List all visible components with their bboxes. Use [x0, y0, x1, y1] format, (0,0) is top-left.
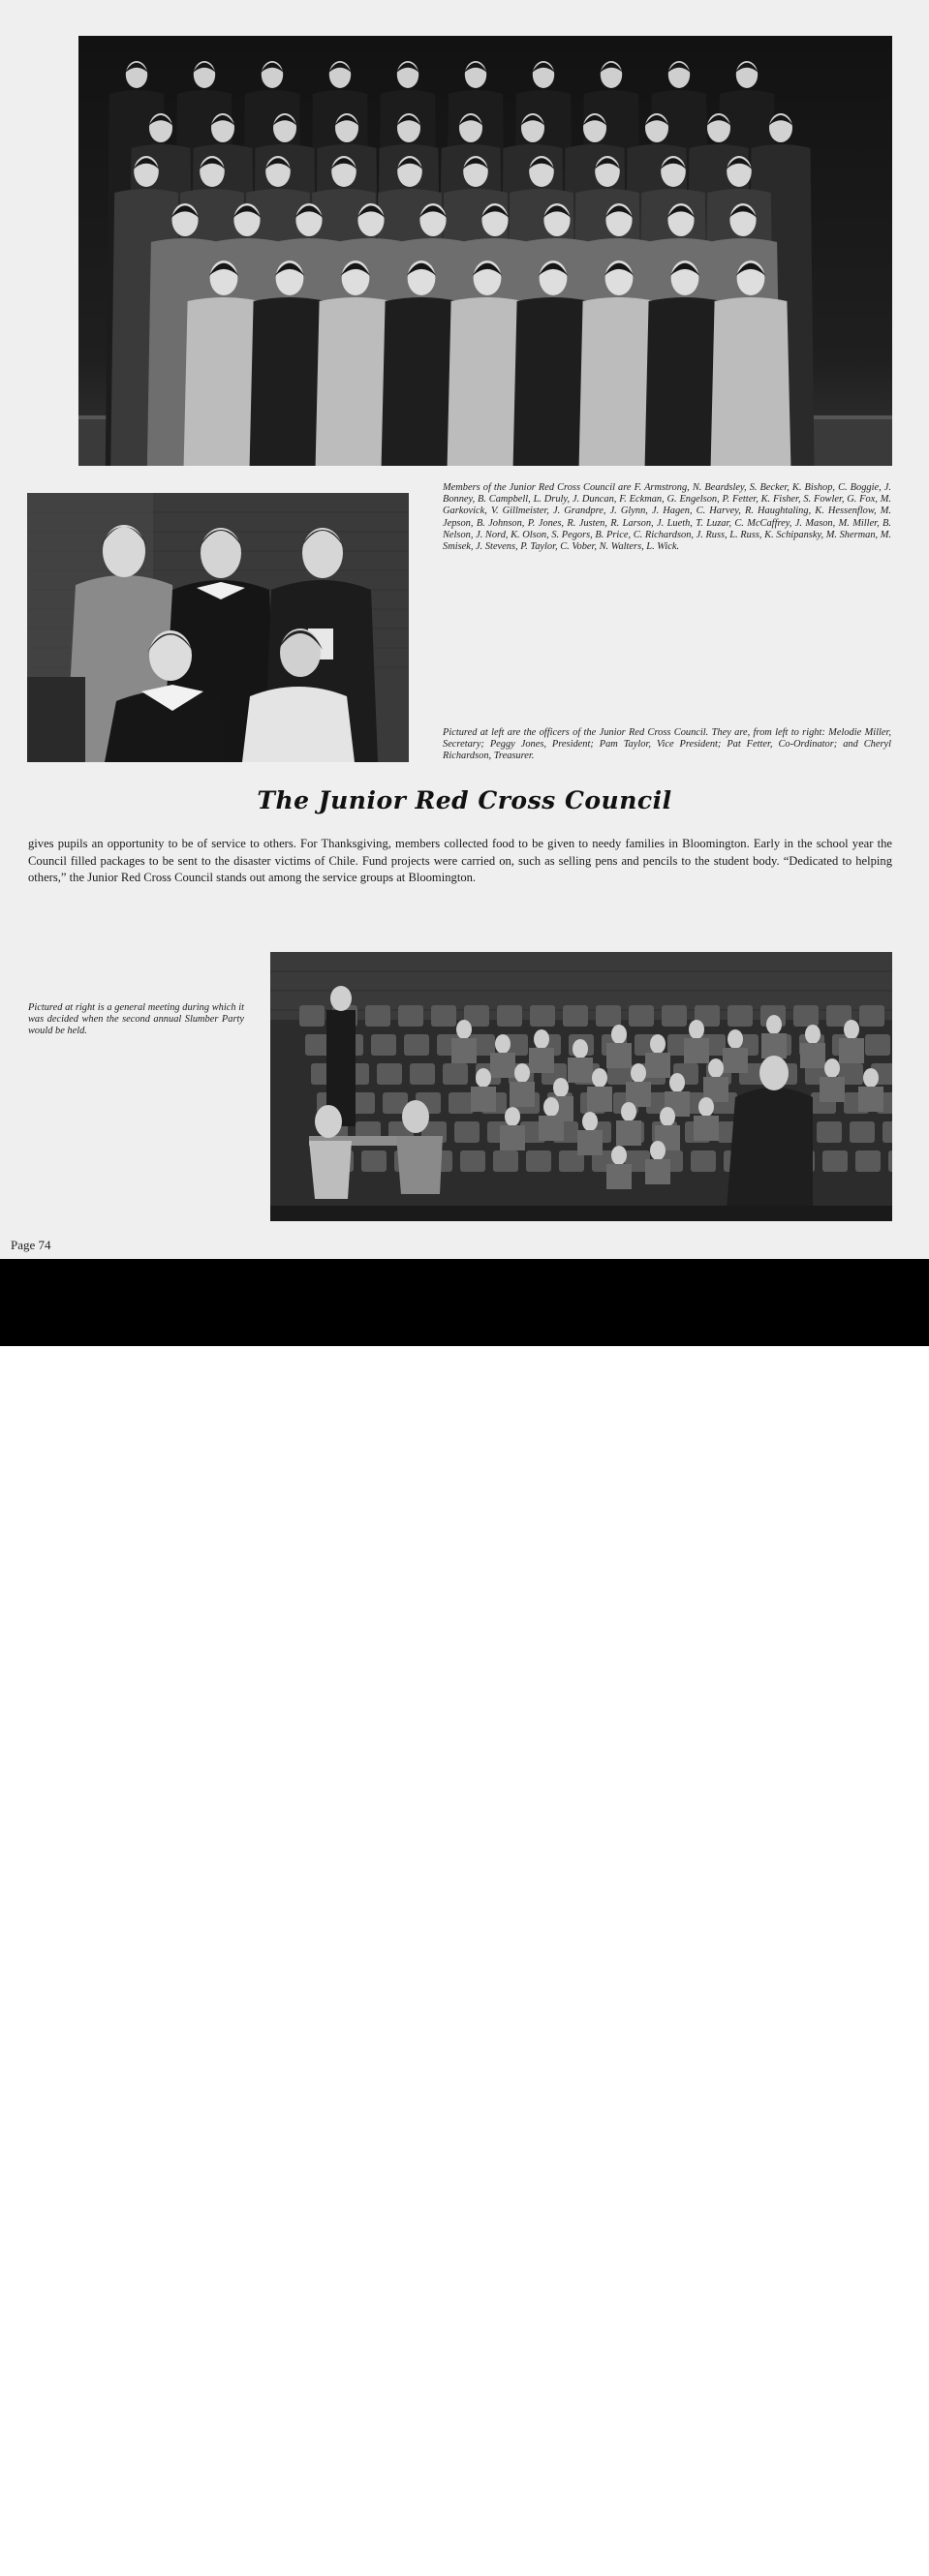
- body-paragraph: gives pupils an opportunity to be of service to others. For Thanksgiving, members collected food to be given to needy families in Bloomington. Early in the school year the Council filled packages to be sent to the disaster victims of Chile. Fund projects were carried on, such as selling pens and pencils to the student body. “Dedicated to helping others,” the Junior Red Cross Council stands out among the service groups at Bloomington.: [28, 837, 892, 885]
- audience-face: [476, 1068, 491, 1088]
- officers-photo: [27, 493, 409, 762]
- auditorium-seat: [365, 1005, 390, 1027]
- alamy-logo: alamy: [28, 2535, 123, 2575]
- auditorium-seat: [454, 1121, 480, 1143]
- audience-body: [800, 1043, 825, 1068]
- auditorium-seat: [497, 1005, 522, 1027]
- audience-face: [631, 1063, 646, 1083]
- audience-body: [529, 1048, 554, 1073]
- audience-body: [539, 1116, 564, 1141]
- auditorium-seat: [443, 1063, 468, 1085]
- auditorium-seat: [691, 1150, 716, 1172]
- audience-body: [645, 1053, 670, 1078]
- audience-face: [582, 1112, 598, 1131]
- audience-face: [621, 1102, 636, 1121]
- auditorium-seat: [850, 1121, 875, 1143]
- audience-body: [568, 1058, 593, 1083]
- audience-body: [684, 1038, 709, 1063]
- group-photo-image: [78, 36, 892, 466]
- auditorium-seat: [398, 1005, 423, 1027]
- audience-body: [761, 1033, 787, 1058]
- person-body: [711, 297, 791, 466]
- image-id: Image ID: 3AR2966: [762, 2534, 908, 2553]
- auditorium-seat: [855, 1150, 881, 1172]
- auditorium-seat: [596, 1005, 621, 1027]
- auditorium-seat: [460, 1150, 485, 1172]
- members-caption: Members of the Junior Red Cross Council are F. Armstrong, N. Beardsley, S. Becker, K. Bishop, C. Boggie, J. Bonney, B. Campbell, L. Druly, J. Duncan, F. Eckman, G. Engelson, P. Fetter, K. Fisher, S. Fowler, G. Fox, M. Garkovick, V. Gillmeister, J. Grandpre, J. Glynn, J. Hagen, C. Harvey, R. Haughtaling, K. Hessenflow, M. Jepson, B. Johnson, P. Jones, R. Justen, R. Larson, J. Lueth, T. Luzar, C. McCaffrey, J. Mason, M. Miller, B. Nelson, J. Nord, K. Olson, S. Pegors, B. Price, C. Richardson, J. Russ, L. Russ, K. Schipansky, M. Sherman, M. Smisek, J. Stevens, P. Taylor, C. Vober, N. Walters, L. Wick.: [443, 482, 891, 553]
- audience-face: [844, 1020, 859, 1039]
- audience-body: [490, 1053, 515, 1078]
- audience-body: [606, 1043, 632, 1068]
- audience-body: [839, 1038, 864, 1063]
- officers-caption: Pictured at left are the officers of the Junior Red Cross Council. They are, from left to right: Melodie Miller, Secretary; Peggy Jones, President; Pam Taylor, Vice President; Pat Fetter, Co-Ordinator; and Cheryl Richardson, Treasurer.: [443, 727, 891, 762]
- audience-body: [858, 1087, 883, 1112]
- meeting-caption: Pictured at right is a general meeting during which it was decided when the second annual Slumber Party would be held.: [28, 1002, 244, 1037]
- audience-face: [611, 1146, 627, 1165]
- audience-face: [689, 1020, 704, 1039]
- audience-face: [514, 1063, 530, 1083]
- audience-face: [863, 1068, 879, 1088]
- audience-body: [694, 1116, 719, 1141]
- auditorium-seat: [662, 1005, 687, 1027]
- auditorium-seat: [410, 1063, 435, 1085]
- audience-body: [471, 1087, 496, 1112]
- auditorium-seat: [822, 1150, 848, 1172]
- auditorium-seat: [563, 1005, 588, 1027]
- auditorium-seat: [299, 1005, 325, 1027]
- auditorium-seat: [371, 1034, 396, 1056]
- page-number: Page 74: [11, 1238, 51, 1252]
- auditorium-seat: [865, 1034, 890, 1056]
- auditorium-seat: [361, 1150, 387, 1172]
- audience-body: [606, 1164, 632, 1189]
- auditorium-seat: [431, 1005, 456, 1027]
- auditorium-seat: [859, 1005, 884, 1027]
- audience-face: [495, 1034, 511, 1054]
- audience-body: [510, 1082, 535, 1107]
- audience-face: [669, 1073, 685, 1092]
- auditorium-seat: [526, 1150, 551, 1172]
- audience-face: [708, 1058, 724, 1078]
- audience-face: [573, 1039, 588, 1058]
- meeting-photo-image: [270, 952, 892, 1221]
- footer-url: www.alamy.com: [803, 2552, 908, 2568]
- group-photo: [78, 36, 892, 466]
- page-heading: The Junior Red Cross Council: [257, 786, 672, 814]
- audience-face: [660, 1107, 675, 1126]
- audience-face: [805, 1025, 821, 1044]
- auditorium-seat: [377, 1063, 402, 1085]
- audience-face: [553, 1078, 569, 1097]
- audience-face: [650, 1034, 666, 1054]
- auditorium-seat: [728, 1005, 753, 1027]
- audience-body: [645, 1159, 670, 1184]
- audience-face: [543, 1097, 559, 1117]
- audience-body: [820, 1077, 845, 1102]
- auditorium-seat: [883, 1121, 892, 1143]
- yearbook-page: [0, 0, 929, 1259]
- audience-face: [505, 1107, 520, 1126]
- audience-face: [534, 1029, 549, 1049]
- audience-body: [451, 1038, 477, 1063]
- audience-face: [824, 1058, 840, 1078]
- auditorium-seat: [449, 1092, 474, 1114]
- watermark-footer: [0, 1259, 929, 2575]
- auditorium-seat: [404, 1034, 429, 1056]
- audience-body: [587, 1087, 612, 1112]
- audience-face: [766, 1015, 782, 1034]
- auditorium-seat: [793, 1005, 819, 1027]
- auditorium-seat: [530, 1005, 555, 1027]
- audience-body: [723, 1048, 748, 1073]
- audience-body: [616, 1120, 641, 1146]
- audience-face: [592, 1068, 607, 1088]
- audience-face: [698, 1097, 714, 1117]
- auditorium-seat: [493, 1150, 518, 1172]
- audience-face: [728, 1029, 743, 1049]
- auditorium-seat: [817, 1121, 842, 1143]
- audience-face: [456, 1020, 472, 1039]
- footer-info: [763, 2535, 908, 2568]
- auditorium-seat: [629, 1005, 654, 1027]
- audience-body: [500, 1125, 525, 1150]
- meeting-photo: [270, 952, 892, 1221]
- auditorium-seat: [888, 1150, 892, 1172]
- audience-body: [577, 1130, 603, 1155]
- audience-face: [611, 1025, 627, 1044]
- officers-photo-image: [27, 493, 409, 762]
- audience-face: [650, 1141, 666, 1160]
